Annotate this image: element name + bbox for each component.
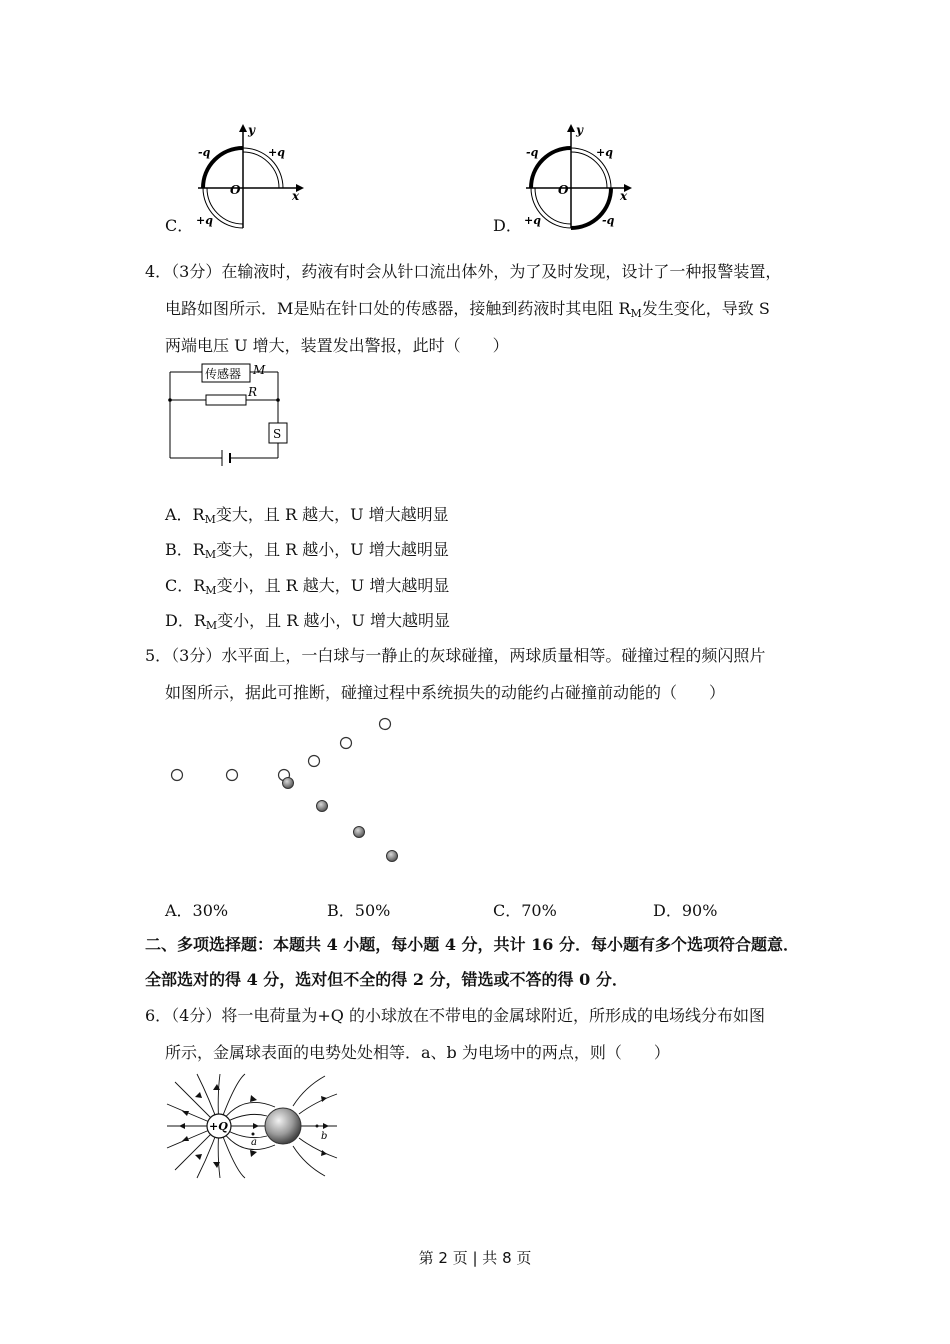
circuit-s-label: S (273, 427, 282, 441)
fig-c-charge-tl: -q (198, 146, 211, 159)
circuit-sensor-label: 传感器 (205, 367, 242, 381)
page-footer: 第 2 页 | 共 8 页 (418, 1249, 532, 1267)
q6-stem-line2: 所示，金属球表面的电势处处相等．a、b 为电场中的两点，则（ ） (165, 1043, 670, 1062)
q4-stem-line2-pre: 电路如图所示．M是贴在针口处的传感器，接触到药液时其电阻 R (165, 299, 631, 318)
fig-d-x-label: x (620, 189, 628, 203)
q4-stem-line2 (165, 299, 770, 319)
q5-option-d: D．90% (653, 901, 718, 920)
section2-heading-line1: 二、多项选择题：本题共 4 小题，每小题 4 分，共计 16 分．每小题有多个选项符合题意． (145, 935, 799, 954)
q4-option-d-pre: D．R (165, 611, 206, 630)
q4-option-a-pre: A．R (165, 505, 205, 524)
q4-option-a-sub: M (204, 513, 216, 526)
figure-option-c (188, 120, 308, 232)
white-ball-6 (380, 719, 391, 730)
q6-field-line-diagram (165, 1072, 340, 1180)
q4-option-a (165, 505, 449, 525)
q4-option-b-pre: B．R (165, 540, 205, 559)
fig-d-y-label: y (576, 123, 583, 137)
q4-stem-line2-sub: M (630, 307, 642, 320)
q4-option-a-post: 变大，且 R 越大，U 增大越明显 (215, 505, 449, 524)
q4-option-c (165, 576, 449, 596)
fig-c-x-label: x (292, 189, 300, 203)
metal-ball (265, 1108, 301, 1144)
q5-stem-line2: 如图所示，据此可推断，碰撞过程中系统损失的动能约占碰撞前动能的（ ） (165, 683, 726, 702)
fig-c-y-label: y (248, 123, 255, 137)
figure-option-d (516, 120, 636, 232)
fig-c-charge-bl: +q (196, 214, 213, 227)
q5-option-c: C．70% (493, 901, 557, 920)
section2-heading-line2: 全部选对的得 4 分，选对但不全的得 2 分，错选或不答的得 0 分． (145, 970, 628, 989)
white-ball-5 (341, 738, 352, 749)
white-ball-4 (309, 756, 320, 767)
grey-ball-3 (354, 827, 365, 838)
q4-option-b-post: 变大，且 R 越小，U 增大越明显 (216, 540, 449, 559)
q6-point-a-label: a (251, 1137, 257, 1148)
q6-point-b-label: b (321, 1131, 328, 1142)
fig-d-charge-tr: +q (596, 146, 613, 159)
fig-d-charge-br: -q (602, 214, 615, 227)
option-c-label: C． (165, 216, 194, 235)
q4-option-b (165, 540, 449, 560)
q4-option-c-sub: M (205, 584, 217, 597)
q4-stem-line2-post: 发生变化，导致 S (641, 299, 770, 318)
fig-c-charge-tr: +q (268, 146, 285, 159)
white-ball-1 (172, 770, 183, 781)
q4-option-d-post: 变小，且 R 越小，U 增大越明显 (217, 611, 450, 630)
q6-charge-label: +Q (209, 1120, 228, 1133)
option-d-label: D． (493, 216, 522, 235)
fig-d-origin-label: O (558, 183, 569, 197)
circuit-m-label: M (253, 363, 266, 377)
q4-stem-line3: 两端电压 U 增大，装置发出警报，此时（ ） (165, 336, 509, 355)
fig-c-origin-label: O (230, 183, 241, 197)
q4-option-c-post: 变小，且 R 越大，U 增大越明显 (216, 576, 450, 595)
circuit-r-label: R (248, 385, 258, 399)
q5-strobe-photo (160, 710, 420, 870)
grey-ball-4 (387, 851, 398, 862)
q5-option-a: A．30% (165, 901, 229, 920)
q6-stem-line1: 6．（4分）将一电荷量为+Q 的小球放在不带电的金属球附近，所形成的电场线分布如图 (145, 1006, 765, 1025)
q5-stem-line1: 5．（3分）水平面上，一白球与一静止的灰球碰撞，两球质量相等。碰撞过程的频闪照片 (145, 646, 766, 665)
white-ball-2 (227, 770, 238, 781)
grey-ball-2 (317, 801, 328, 812)
q4-option-d (165, 611, 450, 631)
q4-option-b-sub: M (204, 548, 217, 561)
fig-d-charge-bl: +q (524, 214, 541, 227)
q4-option-c-pre: C．R (165, 576, 206, 595)
q4-circuit-diagram (160, 362, 295, 470)
grey-ball-1 (283, 778, 294, 789)
q4-option-d-sub: M (205, 619, 218, 632)
q5-option-b: B．50% (327, 901, 391, 920)
q4-stem-line1: 4．（3分）在输液时，药液有时会从针口流出体外，为了及时发现，设计了一种报警装置， (145, 262, 782, 281)
fig-d-charge-tl: -q (526, 146, 539, 159)
